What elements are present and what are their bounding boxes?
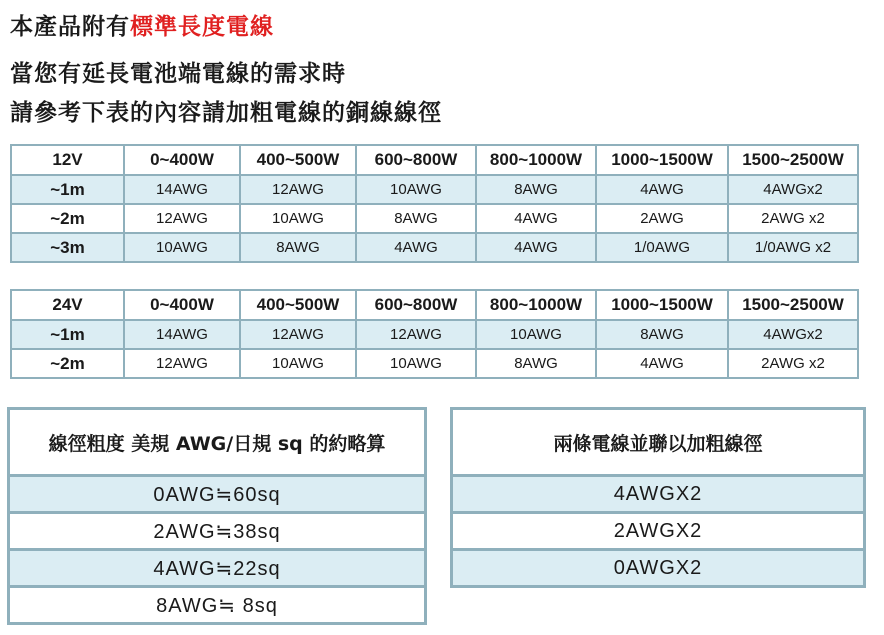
- power-range-header: 1000~1500W: [596, 145, 728, 175]
- wire-gauge-cell: 10AWG: [356, 175, 476, 204]
- wire-gauge-cell: 8AWG: [476, 349, 596, 378]
- wire-gauge-cell: 4AWGx2: [728, 175, 858, 204]
- length-label: ~2m: [11, 349, 124, 378]
- heading-line-2: 當您有延長電池端電線的需求時: [10, 61, 346, 87]
- wire-gauge-cell: 12AWG: [240, 320, 356, 349]
- wire-gauge-cell: 4AWG: [356, 233, 476, 262]
- power-range-header: 0~400W: [124, 290, 240, 320]
- wire-gauge-cell: 2AWG: [596, 204, 728, 233]
- wire-gauge-cell: 8AWG: [356, 204, 476, 233]
- wire-gauge-cell: 4AWG: [596, 349, 728, 378]
- table-row: [11, 204, 858, 233]
- length-label: ~1m: [11, 320, 124, 349]
- table-12v: [10, 144, 859, 263]
- wire-gauge-cell: 4AWG: [476, 233, 596, 262]
- wire-gauge-cell: 4AWG: [596, 175, 728, 204]
- voltage-header: 24V: [11, 290, 124, 320]
- table-row: [11, 320, 858, 349]
- wire-gauge-cell: 12AWG: [124, 349, 240, 378]
- power-range-header: 800~1000W: [476, 290, 596, 320]
- header-row: [11, 145, 858, 175]
- parallel-item: 4AWGX2: [453, 477, 863, 514]
- wire-gauge-cell: 2AWG x2: [728, 349, 858, 378]
- wire-gauge-cell: 8AWG: [596, 320, 728, 349]
- table-24v: [10, 289, 859, 379]
- voltage-header: 12V: [11, 145, 124, 175]
- wire-gauge-cell: 14AWG: [124, 175, 240, 204]
- power-range-header: 800~1000W: [476, 145, 596, 175]
- wire-gauge-cell: 10AWG: [356, 349, 476, 378]
- parallel-item: 2AWGX2: [453, 514, 863, 551]
- wire-gauge-cell: 10AWG: [240, 204, 356, 233]
- length-label: ~2m: [11, 204, 124, 233]
- conversion-item: 8AWG≒ 8sq: [10, 588, 424, 622]
- wire-gauge-cell: 10AWG: [124, 233, 240, 262]
- wire-gauge-cell: 14AWG: [124, 320, 240, 349]
- power-range-header: 400~500W: [240, 290, 356, 320]
- table-row: [11, 233, 858, 262]
- conversion-item: 2AWG≒38sq: [10, 514, 424, 551]
- wire-gauge-cell: 8AWG: [240, 233, 356, 262]
- wire-gauge-cell: 2AWG x2: [728, 204, 858, 233]
- wire-gauge-cell: 1/0AWG x2: [728, 233, 858, 262]
- wire-gauge-cell: 12AWG: [240, 175, 356, 204]
- power-range-header: 0~400W: [124, 145, 240, 175]
- parallel-item: 0AWGX2: [453, 551, 863, 585]
- wire-gauge-cell: 12AWG: [356, 320, 476, 349]
- conversion-title: 線徑粗度 美規 AWG/日規 sq 的約略算: [10, 410, 424, 477]
- table-row: [11, 175, 858, 204]
- heading-line-1-prefix: 本產品附有: [10, 14, 130, 40]
- parallel-table: [450, 407, 866, 588]
- power-range-header: 1000~1500W: [596, 290, 728, 320]
- parallel-title: 兩條電線並聯以加粗線徑: [453, 410, 863, 477]
- heading-line-1-highlight: 標準長度電線: [130, 14, 274, 40]
- wire-gauge-cell: 10AWG: [240, 349, 356, 378]
- power-range-header: 600~800W: [356, 145, 476, 175]
- length-label: ~1m: [11, 175, 124, 204]
- heading-line-3: 請參考下表的內容請加粗電線的銅線線徑: [10, 100, 442, 126]
- wire-gauge-cell: 4AWG: [476, 204, 596, 233]
- wire-gauge-cell: 8AWG: [476, 175, 596, 204]
- wire-gauge-cell: 12AWG: [124, 204, 240, 233]
- heading-line-1: [10, 8, 274, 41]
- wire-gauge-cell: 10AWG: [476, 320, 596, 349]
- conversion-item: 0AWG≒60sq: [10, 477, 424, 514]
- power-range-header: 400~500W: [240, 145, 356, 175]
- length-label: ~3m: [11, 233, 124, 262]
- power-range-header: 600~800W: [356, 290, 476, 320]
- conversion-item: 4AWG≒22sq: [10, 551, 424, 588]
- wire-gauge-cell: 4AWGx2: [728, 320, 858, 349]
- wire-gauge-cell: 1/0AWG: [596, 233, 728, 262]
- power-range-header: 1500~2500W: [728, 145, 858, 175]
- power-range-header: 1500~2500W: [728, 290, 858, 320]
- header-row: [11, 290, 858, 320]
- conversion-table: [7, 407, 427, 625]
- table-row: [11, 349, 858, 378]
